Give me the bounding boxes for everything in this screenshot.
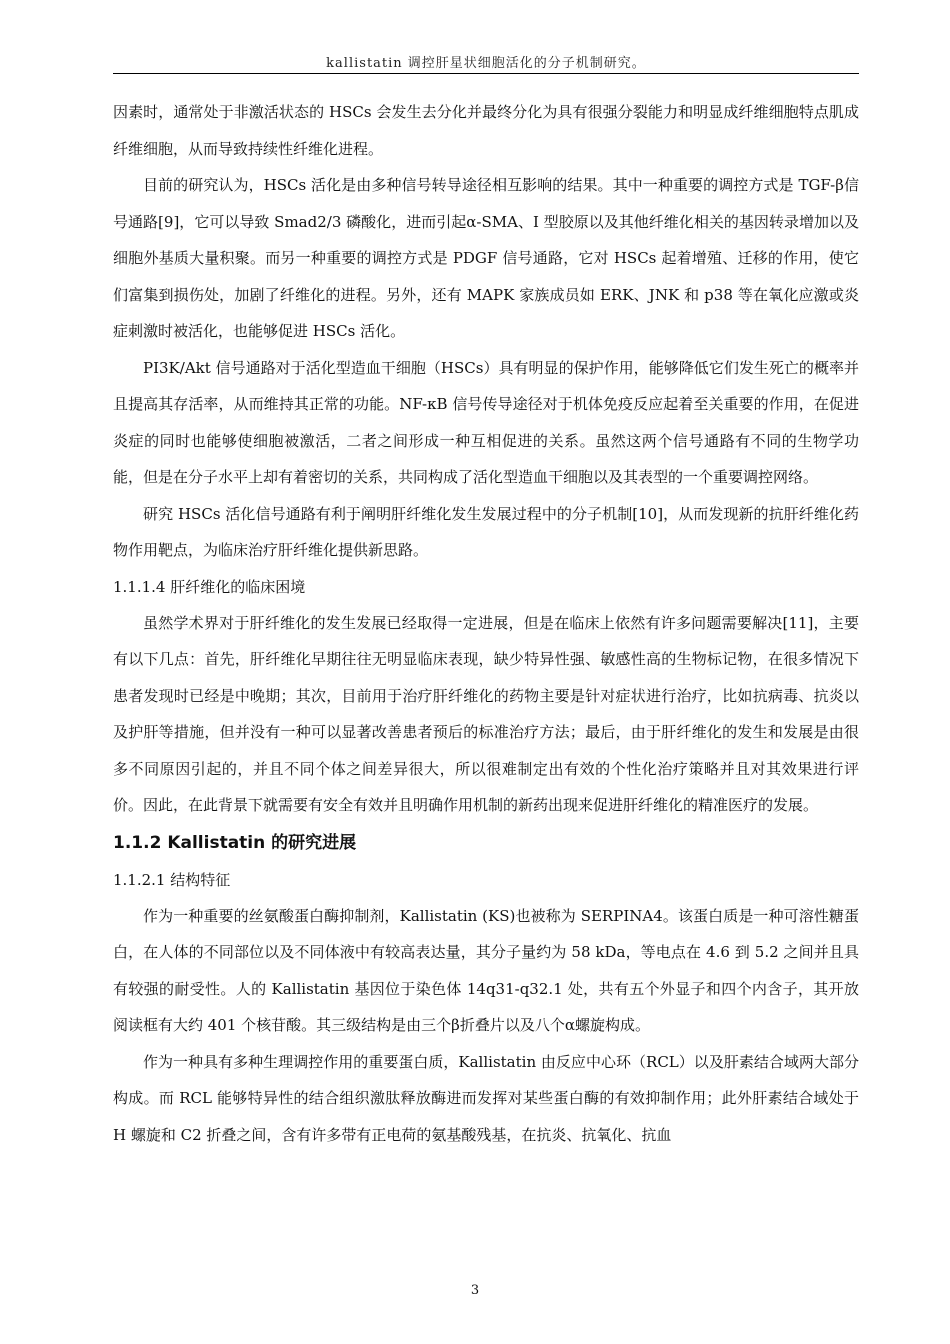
section-heading-1-1-2: 1.1.2 Kallistatin 的研究进展	[113, 832, 357, 853]
section-heading-1-1-1-4: 1.1.1.4 肝纤维化的临床困境	[113, 577, 306, 596]
paragraph-clinical-dilemma: 虽然学术界对于肝纤维化的发生发展已经取得一定进展，但是在临床上依然有许多问题需要解决[11]，主要有以下几点：首先，肝纤维化早期往往无明显临床表现，缺少特异性强、敏感性高的生物标记物，在很多情况下患者发现时已经是中晚期；其次，目前用于治疗肝纤维化的药物主要是针对症状进行治疗，比如抗病毒、抗炎以及护肝等措施，但并没有一种可以显著改善患者预后的标准治疗方法；最后，由于肝纤维化的发生和发展是由很多不同原因引起的，并且不同个体之间差异很大，所以很难制定出有效的个性化治疗策略并且对其效果进行评价。因此，在此背景下就需要有安全有效并且明确作用机制的新药出现来促进肝纤维化的精准医疗的发展。	[113, 613, 859, 814]
paragraph-signaling-pathways: 目前的研究认为，HSCs 活化是由多种信号转导途径相互影响的结果。其中一种重要的调控方式是 TGF-β信号通路[9]，它可以导致 Smad2/3 磷酸化，进而引起α-SMA、I 型胶原以及其他纤维化相关的基因转录增加以及细胞外基质大量积聚。而另一种重要的调控方式是 PDGF 信号通路，它对 HSCs 起着增殖、迁移的作用，使它们富集到损伤处，加剧了纤维化的进程。另外，还有 MAPK 家族成员如 ERK、JNK 和 p38 等在氧化应激或炎症刺激时被活化，也能够促进 HSCs 活化。	[113, 176, 859, 340]
paragraph-research-significance: 研究 HSCs 活化信号通路有利于阐明肝纤维化发生发展过程中的分子机制[10]，从而发现新的抗肝纤维化药物作用靶点，为临床治疗肝纤维化提供新思路。	[113, 504, 859, 559]
running-header: kallistatin 调控肝星状细胞活化的分子机制研究。	[326, 56, 646, 71]
header-rule	[113, 73, 859, 74]
paragraph-hsc-dedifferentiation: 因素时，通常处于非激活状态的 HSCs 会发生去分化并最终分化为具有很强分裂能力和明显成纤维细胞特点肌成纤维细胞，从而导致持续性纤维化进程。	[113, 103, 859, 158]
paragraph-pi3k-nfkb: PI3K/Akt 信号通路对于活化型造血干细胞（HSCs）具有明显的保护作用，能够降低它们发生死亡的概率并且提高其存活率，从而维持其正常的功能。NF-κB 信号传导途径对于机体免疫反应起着至关重要的作用，在促进炎症的同时也能够使细胞被激活，二者之间形成一种互相促进的关系。虽然这两个信号通路有不同的生物学功能，但是在分子水平上却有着密切的关系，共同构成了活化型造血干细胞以及其表型的一个重要调控网络。	[113, 358, 859, 486]
section-heading-1-1-2-1: 1.1.2.1 结构特征	[113, 870, 231, 889]
paragraph-structure-features: 作为一种重要的丝氨酸蛋白酶抑制剂，Kallistatin (KS)也被称为 SERPINA4。该蛋白质是一种可溶性糖蛋白，在人体的不同部位以及不同体液中有较高表达量，其分子量约为 58 kDa，等电点在 4.6 到 5.2 之间并且具有较强的耐受性。人的 Kallistatin 基因位于染色体 14q31-q32.1 处，共有五个外显子和四个内含子，其开放阅读框有大约 401 个核苷酸。其三级结构是由三个β折叠片以及八个α螺旋构成。	[113, 906, 859, 1034]
page-body	[113, 94, 859, 1153]
paragraph-rcl-heparin-domain: 作为一种具有多种生理调控作用的重要蛋白质，Kallistatin 由反应中心环（RCL）以及肝素结合域两大部分构成。而 RCL 能够特异性的结合组织激肽释放酶进而发挥对某些蛋白酶的有效抑制作用；此外肝素结合域处于 H 螺旋和 C2 折叠之间，含有许多带有正电荷的氨基酸残基，在抗炎、抗氧化、抗血	[113, 1052, 859, 1144]
page-number: 3	[470, 1283, 480, 1298]
